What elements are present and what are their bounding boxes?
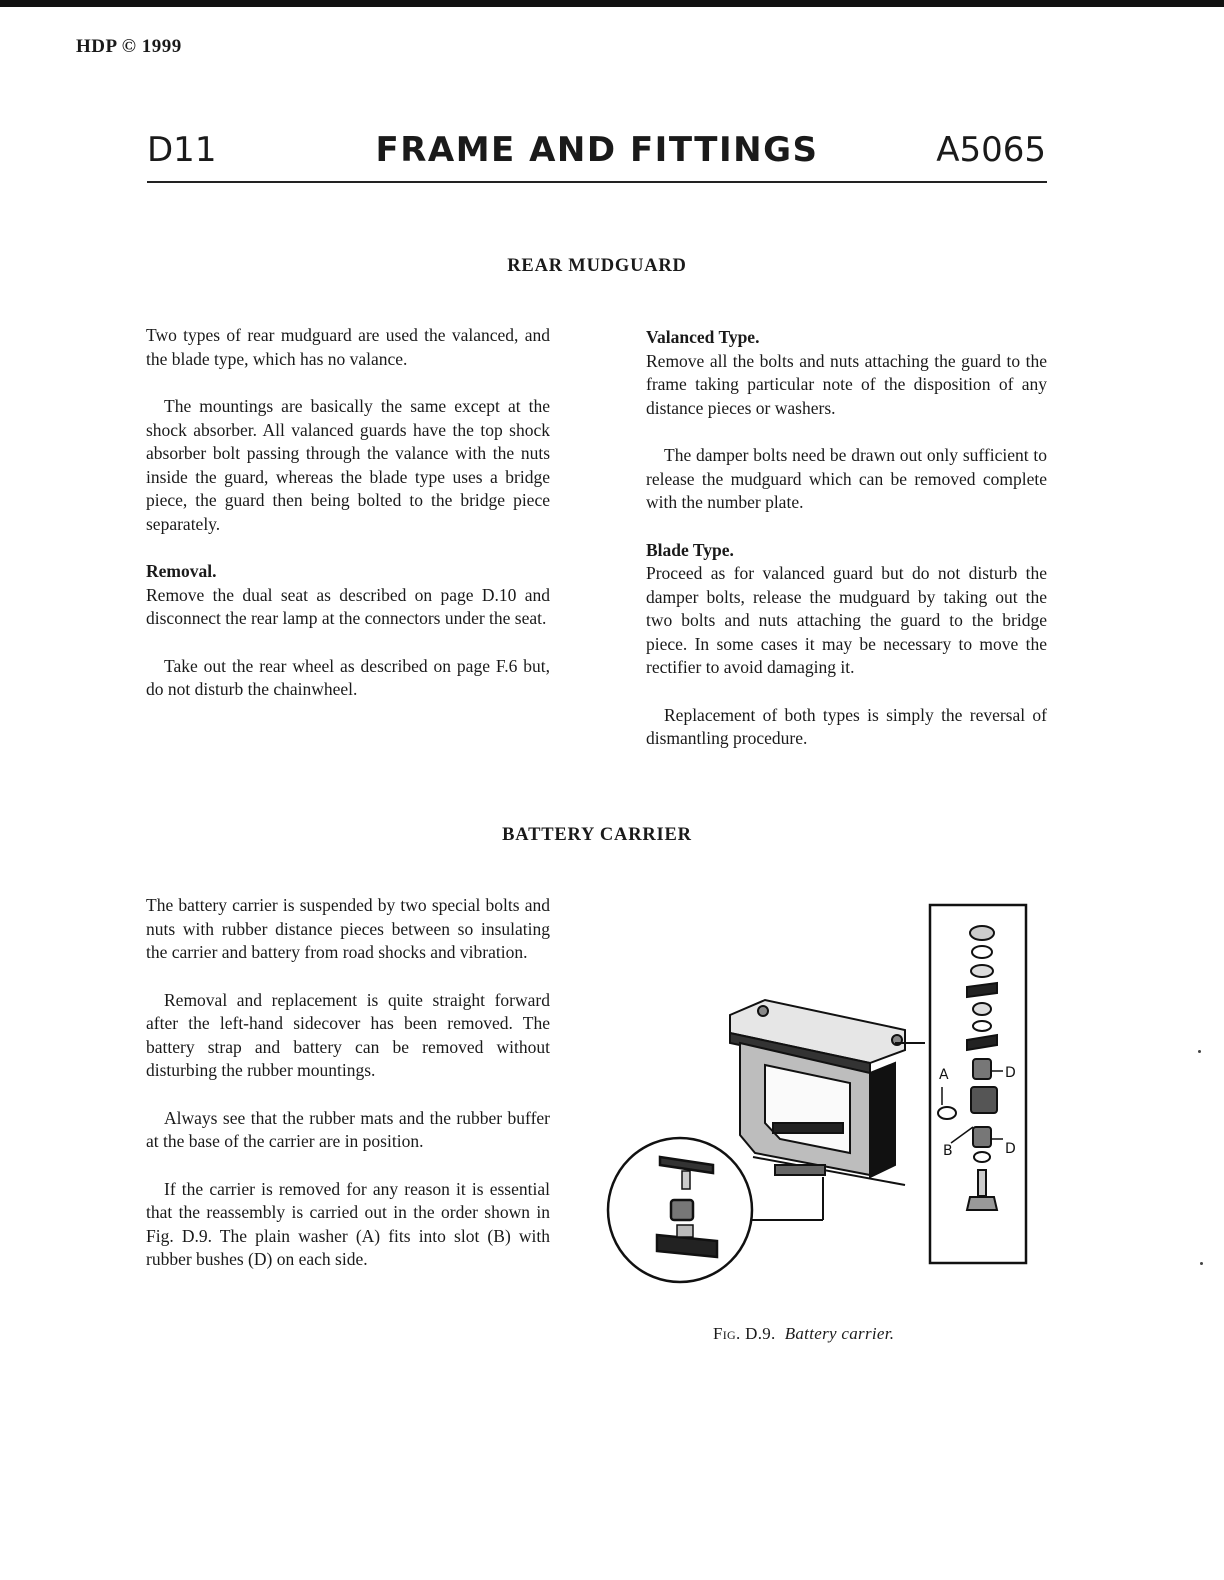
paragraph: Two types of rear mudguard are used the valanced, and the blade type, which has no valance.	[146, 325, 550, 369]
page-title: FRAME AND FITTINGS	[375, 130, 819, 170]
paragraph	[146, 1178, 550, 1272]
rear-mudguard-right-column	[646, 326, 1047, 775]
label-d-upper: D	[1005, 1065, 1016, 1081]
header-rule	[147, 181, 1047, 183]
ref-letter: B	[493, 1225, 505, 1246]
label-b: B	[943, 1143, 953, 1159]
paragraph: Proceed as for valanced guard but do not disturb the damper bolts, release the mudguard by taking out the two bolts and nuts attaching the guard to the bridge piece. In some cases it may be necessary to move the rectifier to avoid damaging it.	[646, 563, 1047, 677]
text-run: ) on each side.	[266, 1249, 368, 1269]
battery-carrier-column	[146, 894, 550, 1296]
section-heading-battery-carrier: BATTERY CARRIER	[502, 825, 692, 845]
ref-letter: A	[361, 1225, 375, 1246]
bush-detail-inset	[608, 1138, 752, 1282]
paragraph: Take out the rear wheel as described on page F.6 but, do not disturb the chainwheel.	[146, 655, 550, 699]
rear-mudguard-left-column	[146, 324, 550, 726]
subheading-removal: Removal.	[146, 561, 217, 581]
section-heading-rear-mudguard: REAR MUDGUARD	[507, 256, 687, 276]
exploded-view-panel	[930, 905, 1026, 1263]
ref-letter: D	[253, 1249, 267, 1269]
subheading-valanced-type: Valanced Type.	[646, 327, 760, 347]
paragraph: The damper bolts need be drawn out only sufficient to release the mudguard which can be removed complete with the number plate.	[646, 445, 1047, 512]
paragraph: The battery carrier is suspended by two special bolts and nuts with rubber distance pieces between so insulating the carrier and battery from road shocks and vibration.	[146, 895, 550, 962]
top-border	[0, 0, 1224, 7]
paragraph: Always see that the rubber mats and the rubber buffer at the base of the carrier are in position.	[146, 1107, 550, 1151]
paragraph: Remove the dual seat as described on page D.10 and disconnect the rear lamp at the connectors under the seat.	[146, 584, 550, 628]
battery-carrier-figure	[605, 895, 1045, 1305]
label-d-lower: D	[1005, 1141, 1016, 1157]
carrier-illustration	[725, 1000, 925, 1220]
caption-label: Fig. D.9.	[713, 1324, 776, 1343]
text-run: ) with rubber bushes (	[146, 1225, 550, 1269]
caption-text: Battery carrier.	[784, 1324, 895, 1343]
scan-speck	[1200, 1262, 1203, 1265]
paragraph: Replacement of both types is simply the reversal of dismantling procedure.	[646, 704, 1047, 748]
copyright-mark: HDP © 1999	[76, 36, 182, 57]
text-run: ) fits into slot (	[374, 1225, 494, 1246]
paragraph: Remove all the bolts and nuts attaching the guard to the frame taking particular note of the disposition of any distance pieces or washers.	[646, 350, 1047, 418]
paragraph: The mountings are basically the same except at the shock absorber. All valanced guards have the top shock absorber bolt passing through the valance with the nuts inside the guard, whereas the blade type uses a bridge piece, the guard then being bolted to the bridge piece separately.	[146, 396, 550, 534]
scan-speck	[1198, 1050, 1201, 1053]
section-code: D11	[147, 130, 217, 170]
paragraph: Removal and replacement is quite straight forward after the left-hand sidecover has been removed. The battery strap and battery can be removed without disturbing the rubber mountings.	[146, 989, 550, 1080]
part-number: A5065	[936, 130, 1046, 170]
label-a: A	[939, 1067, 949, 1083]
subheading-blade-type: Blade Type.	[646, 539, 734, 560]
text-run: If the carrier is removed for any reason it is essential that the reassembly is carried out in the order shown in Fig. D.9. The plain washer (	[146, 1178, 550, 1246]
figure-caption	[713, 1324, 894, 1344]
